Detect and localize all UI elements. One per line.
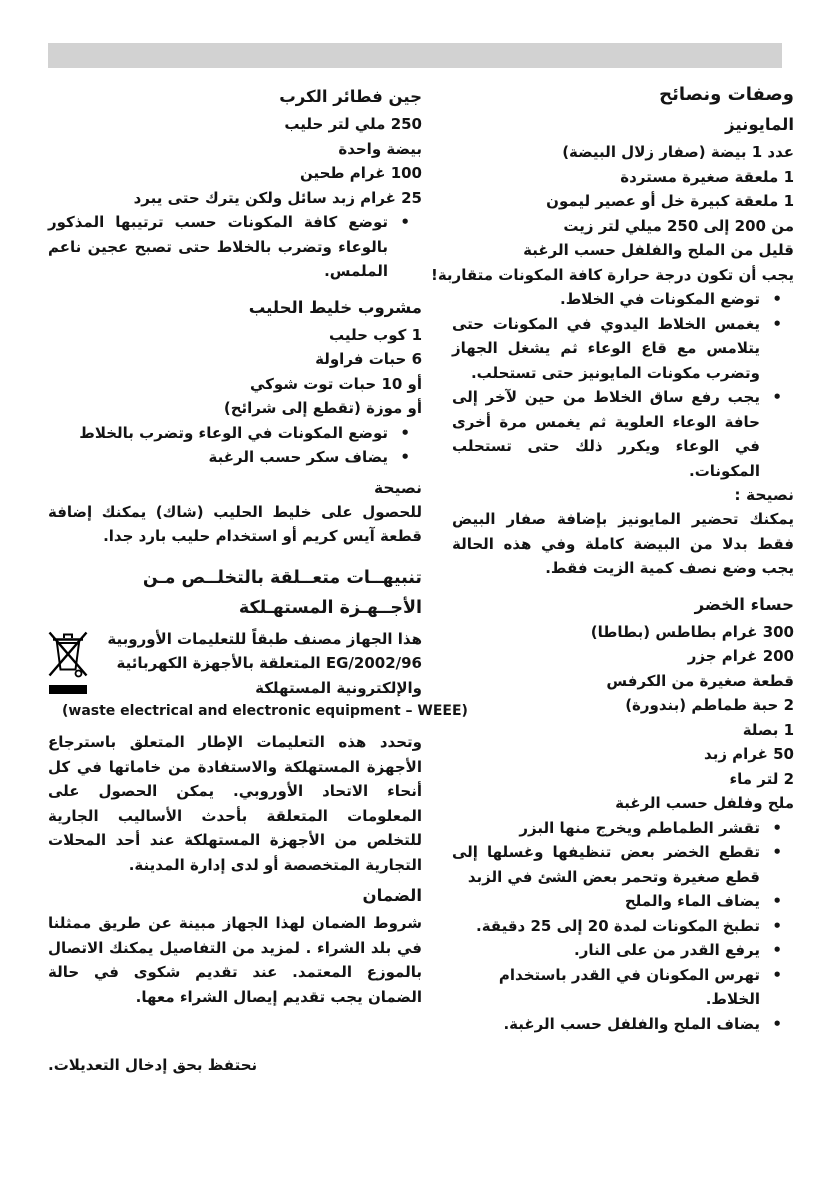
ingredient-line: من 200 إلى 250 ميلي لتر زيت: [563, 216, 794, 235]
weee-regulation-block: [48, 627, 422, 701]
ingredient-line: 2 حبة طماطم (بندورة): [625, 696, 794, 714]
ingredient-line: 25 غرام زبد سائل ولكن يترك حتى يبرد: [133, 188, 422, 207]
ingredient-line: 250 ملي لتر حليب: [284, 115, 422, 133]
step-bullet: • توضع المكونات في الخلاط.: [452, 287, 794, 312]
ingredient-line: 50 غرام زبد: [704, 745, 794, 763]
step-bullet: • يغمس الخلاط اليدوي في المكونات حتى يتلامس مع قاع الوعاء ثم يشغل الجهاز وتضرب مكونات المايونيز حتى تستحلب.: [452, 312, 794, 386]
ingredient-line: 1 ملعقة كبيرة خل أو عصير ليمون: [546, 192, 794, 210]
section-heading-mayonnaise: المايونيز: [725, 115, 794, 134]
ingredient-line: 100 غرام طحين: [299, 164, 422, 182]
page-header-bar: [48, 43, 782, 68]
step-bullet: • يضاف سكر حسب الرغبة: [48, 445, 422, 470]
warranty-body-text: شروط الضمان لهذا الجهاز مبينة عن طريق ممثلنا في بلد الشراء . لمزيد من التفاصيل يمكنك الاتصال بالموزع المعتمد. عند تقديم شكوى في حالة الضمان يجب تقديم إيصال الشراء معها.: [48, 914, 422, 1006]
weee-crossed-bin-icon: [48, 630, 88, 678]
step-bullet: • يضاف الملح والفلفل حسب الرغبة.: [452, 1012, 794, 1037]
section-heading-disposal: [48, 563, 422, 623]
weee-english-caption: (waste electrical and electronic equipment – WEEE): [62, 703, 468, 719]
regulation-line: والإلكترونية المستهلكة: [255, 678, 422, 697]
disposal-heading-line2: الأجــهـزة المستهـلكة: [238, 597, 422, 618]
ingredient-line: عدد 1 بيضة (صفار زلال البيضة): [562, 143, 794, 161]
ingredient-line: يجب أن تكون درجة حرارة كافة المكونات متقاربة!: [430, 265, 794, 284]
step-bullet: • توضع المكونات في الوعاء وتضرب بالخلاط: [48, 421, 422, 446]
disposal-body-text: وتحدد هذه التعليمات الإطار المتعلق باسترجاع الأجهزة المستهلكة والاستفادة من خاماتها في كل أنحاء الاتحاد الأوروبي. يمكن الحصول على المعلومات المتعلقة بأحدث الأساليب الجارية للتخلص من الأجهزة المستهلكة عند أحد المحلات التجارية المتخصصة أو لدى إدارة المدينة.: [48, 733, 422, 874]
ingredient-line: أو موزة (تقطع إلى شرائح): [223, 399, 422, 417]
tip-heading: نصيحة: [374, 478, 422, 497]
tip-text: يمكنك تحضير المايونيز بإضافة صفار البيض فقط بدلا من البيضة كاملة وفي هذه الحالة يجب وضع نصف كمية الزيت فقط.: [452, 510, 794, 577]
section-heading-vegetable-soup: حساء الخضر: [694, 594, 794, 614]
ingredient-line: 1 ملعقة صغيرة مستردة: [620, 167, 794, 186]
weee-regulation-text: [100, 627, 422, 701]
ingredient-line: 200 غرام جزر: [687, 647, 794, 665]
column-left: [48, 84, 468, 1009]
regulation-line: 2002/96/EG المتعلقة بالأجهزة الكهربائية: [116, 654, 422, 672]
ingredient-line: 6 حبات فراولة: [315, 350, 422, 368]
step-bullet: • تهرس المكونان في القدر باستخدام الخلاط.: [452, 963, 794, 1012]
section-heading-warranty: الضمان: [362, 886, 422, 905]
ingredient-line: قليل من الملح والفلفل حسب الرغبة: [523, 241, 794, 259]
ingredient-line: بيضة واحدة: [338, 139, 422, 158]
page-title: وصفات ونصائح: [659, 84, 794, 105]
ingredient-line: 1 بصلة: [742, 720, 794, 739]
ingredient-line: ملح وفلفل حسب الرغبة: [615, 794, 794, 812]
tip-text: للحصول على خليط الحليب (شاك) يمكنك إضافة قطعة آيس كريم أو استخدام حليب بارد جدا.: [48, 502, 422, 545]
step-bullet: • يرفع القدر من على النار.: [452, 938, 794, 963]
step-bullet: • توضع كافة المكونات حسب ترتيبها المذكور بالوعاء وتضرب بالخلاط حتى تصبح عجين ناعم الملمس.: [48, 210, 422, 284]
ingredient-line: 2 لتر ماء: [729, 769, 794, 788]
disposal-heading-line1: تنبيهــات متعــلقة بالتخلــص مـن: [142, 567, 422, 588]
section-heading-milkshake: مشروب خليط الحليب: [248, 297, 422, 317]
step-bullet: • تقشر الطماطم ويخرج منها البزر: [452, 816, 794, 841]
ingredient-line: قطعة صغيرة من الكرفس: [606, 671, 794, 690]
step-bullet: • تقطع الخضر بعض تنظيفها وغسلها إلى قطع صغيرة وتحمر بعض الشئ في الزبد: [452, 840, 794, 889]
regulation-line: هذا الجهاز مصنف طبقاً للتعليمات الأوروبية: [107, 629, 422, 648]
step-bullet: • يضاف الماء والملح: [452, 889, 794, 914]
footer-note: نحتفظ بحق إدخال التعديلات.: [48, 1056, 258, 1074]
black-underline-bar: [49, 685, 87, 694]
ingredient-line: 1 كوب حليب: [328, 325, 422, 344]
ingredient-line: 300 غرام بطاطس (بطاطا): [590, 622, 794, 641]
step-bullet: • يجب رفع ساق الخلاط من حين لآخر إلى حافة الوعاء العلوية ثم يغمس مرة أخرى في الوعاء ويكرر ذلك حتى تستحلب المكونات.: [452, 385, 794, 483]
tip-heading: نصيحة :: [734, 486, 794, 504]
ingredient-line: أو 10 حبات توت شوكي: [249, 374, 422, 393]
section-heading-crepe-batter: جين فطائر الكرب: [279, 87, 422, 106]
column-right: [430, 84, 794, 1036]
weee-icon-column: [48, 627, 100, 701]
step-bullet: • تطبخ المكونات لمدة 20 إلى 25 دقيقة.: [452, 914, 794, 939]
